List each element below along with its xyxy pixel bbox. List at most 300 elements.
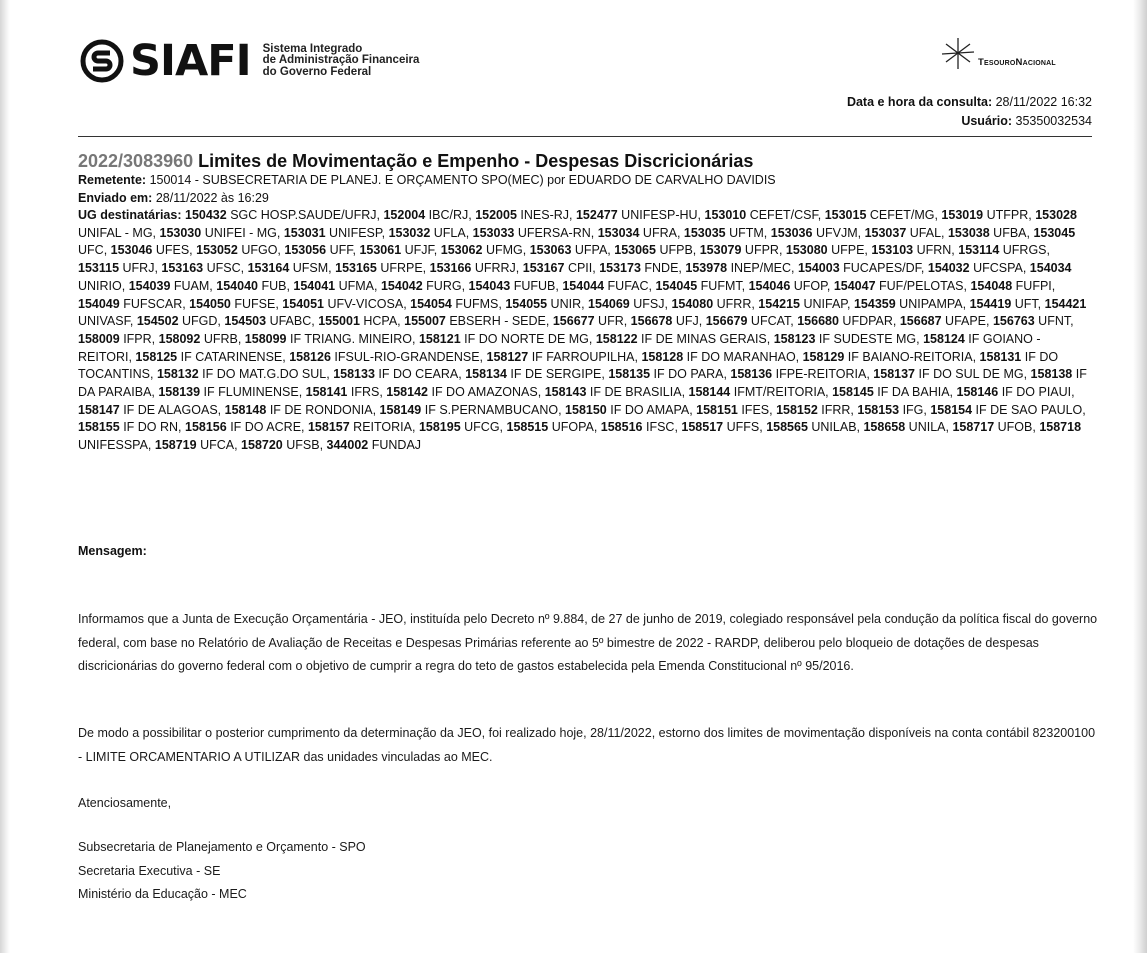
- ug-item: [562, 279, 655, 293]
- ug-list: [78, 208, 1087, 452]
- ug-code: 153167: [522, 261, 565, 276]
- ug-code: 158142: [386, 385, 428, 400]
- ug-name: UNIRIO,: [78, 278, 129, 293]
- ug-item: [419, 332, 596, 346]
- ug-code: 158136: [730, 367, 773, 382]
- ug-name: IF DE MINAS GERAIS,: [637, 331, 774, 346]
- ug-name: FUFSE,: [230, 296, 283, 311]
- ug-item: [161, 261, 247, 275]
- ug-name: UFTM,: [725, 225, 771, 240]
- ug-item: [706, 314, 798, 328]
- ug-name: UFPA,: [571, 243, 615, 258]
- ug-code: 158141: [305, 385, 348, 400]
- ug-name: IF DO SUL DE MG,: [915, 367, 1031, 382]
- ug-name: IF DE BRASILIA,: [586, 385, 689, 400]
- ug-code: 158124: [923, 331, 965, 346]
- ug-item: [685, 261, 798, 275]
- ug-code: 153037: [864, 225, 907, 240]
- ug-item: [284, 226, 389, 240]
- ug-item: [224, 314, 318, 328]
- ug-code: 153052: [196, 243, 238, 258]
- ug-code: 154003: [797, 261, 840, 276]
- ug-code: 154040: [216, 278, 258, 293]
- ug-item: [404, 314, 553, 328]
- ug-code: 158009: [78, 331, 120, 346]
- ug-name: FUF/PELOTAS,: [875, 278, 971, 293]
- ug-code: 158149: [379, 402, 422, 417]
- ug-code: 154042: [380, 278, 423, 293]
- ug-name: UFFS,: [723, 420, 767, 435]
- ug-name: IF DO TOCANTINS,: [78, 349, 1059, 382]
- ug-name: UFBA,: [989, 225, 1034, 240]
- ug-name: FUCAPES/DF,: [839, 261, 928, 276]
- ug-item: [523, 261, 599, 275]
- ug-item: [248, 261, 336, 275]
- ug-code: 153115: [78, 261, 120, 276]
- ug-code: 155001: [318, 314, 360, 329]
- signature-line: Secretaria Executiva - SE: [78, 863, 221, 878]
- ug-item: [196, 243, 284, 257]
- ug-name: FUFUB,: [510, 278, 563, 293]
- ug-code: 158145: [832, 385, 874, 400]
- ug-name: UNIPAMPA,: [895, 296, 970, 311]
- ug-name: IF DO PARA,: [650, 367, 731, 382]
- ug-item: [766, 420, 863, 434]
- ug-item: [225, 403, 380, 417]
- ug-name: UFCAT,: [747, 314, 798, 329]
- ug-name: UFRGS,: [999, 243, 1050, 258]
- tesouro-text: TesouroNacional: [978, 57, 1056, 68]
- ug-name: UFERSA-RN,: [514, 225, 598, 240]
- ug-code: 154421: [1044, 296, 1087, 311]
- ug-code: 153061: [359, 243, 402, 258]
- usuario-value: 35350032534: [1015, 114, 1092, 128]
- ug-name: UFT,: [1011, 296, 1045, 311]
- ug-item: [245, 332, 419, 346]
- ug-item: [863, 420, 952, 434]
- ug-name: CEFET/MG,: [866, 208, 942, 222]
- ug-code: 158138: [1030, 367, 1073, 382]
- ug-code: 153978: [685, 261, 728, 276]
- ug-name: UFRA,: [639, 225, 684, 240]
- ug-name: IF DE SERGIPE,: [506, 367, 609, 382]
- ug-name: INES-RJ,: [516, 208, 576, 222]
- ug-name: UFPB,: [655, 243, 700, 258]
- ug-name: UNIR,: [547, 296, 589, 311]
- ug-code: 154069: [588, 296, 630, 311]
- ug-name: FURG,: [422, 278, 469, 293]
- ug-item: [475, 208, 576, 222]
- ug-name: UNIFESSPA,: [78, 438, 155, 453]
- ug-name: UFV-VICOSA,: [324, 296, 411, 311]
- ug-code: 152477: [575, 208, 618, 222]
- ug-name: IF DE SAO PAULO,: [972, 402, 1086, 417]
- ug-item: [689, 385, 833, 399]
- remetente-line: Remetente: 150014 - SUBSECRETARIA DE PLANEJ. E ORÇAMENTO SPO(MEC) por EDUARDO DE CARVALHO DAVIDIS: [78, 173, 776, 187]
- ug-code: 154502: [136, 314, 179, 329]
- ug-item: [565, 403, 696, 417]
- ug-code: 153079: [699, 243, 742, 258]
- ug-item: [993, 314, 1074, 328]
- ug-name: IBC/RJ,: [425, 208, 476, 222]
- ug-item: [631, 314, 706, 328]
- ug-name: FNDE,: [640, 261, 686, 276]
- ug-item: [671, 297, 758, 311]
- ug-name: UFNT,: [1034, 314, 1074, 329]
- ug-name: UFSM,: [289, 261, 336, 276]
- ug-item: [900, 314, 993, 328]
- ug-item: [333, 367, 465, 381]
- ug-item: [608, 367, 730, 381]
- ug-name: IF FARROUPILHA,: [528, 349, 642, 364]
- ug-name: UFCA,: [196, 438, 242, 453]
- ug-item: [327, 438, 422, 452]
- ug-name: UFCSPA,: [969, 261, 1030, 276]
- ug-name: FUFSCAR,: [119, 296, 190, 311]
- ug-code: 158148: [224, 402, 267, 417]
- ug-name: CPII,: [564, 261, 600, 276]
- ug-code: 158143: [544, 385, 587, 400]
- ug-code: 158717: [952, 420, 995, 435]
- ug-code: 158126: [289, 349, 331, 364]
- message-paragraph-1: Informamos que a Junta de Execução Orçamentária - JEO, instituída pelo Decreto nº 9.884, de 27 de junho de 2019, colegiado responsável pela condução da política fiscal do governo federal, com base no Relatório de Avaliação de Receitas e Despesas Primárias referente ao 5º bimestre de 2022 - RARDP, deliberou pelo bloqueio de dotações de despesas discricionárias do governo federal com o objetivo de cumprir a regra do teto de gastos estabelecida pela Emenda Constitucional nº 95/2016.: [78, 612, 1098, 673]
- ug-item: [930, 403, 1085, 417]
- siafi-subtitle: Sistema Integrado de Administração Financeira do Governo Federal: [262, 42, 420, 78]
- ug-code: 158125: [135, 349, 178, 364]
- ug-item: [696, 403, 776, 417]
- ug-item: [771, 226, 865, 240]
- ug-code: 153038: [947, 225, 990, 240]
- consulta-value: 28/11/2022 16:32: [995, 95, 1092, 109]
- ug-code: 153166: [429, 261, 472, 276]
- signature-line: Ministério da Educação - MEC: [78, 887, 247, 901]
- ug-name: IF DA PARAIBA,: [78, 367, 1087, 400]
- ug-code: 158147: [78, 402, 120, 417]
- ug-name: UFOP,: [790, 278, 834, 293]
- ug-code: 153036: [770, 225, 813, 240]
- ug-name: IF DE ALAGOAS,: [119, 402, 225, 417]
- ug-code: 154044: [562, 278, 605, 293]
- ug-item: [282, 297, 410, 311]
- ug-item: [834, 279, 971, 293]
- signature-block: [78, 836, 366, 907]
- ug-item: [798, 261, 928, 275]
- ug-code: 153063: [529, 243, 572, 258]
- ug-code: 158132: [156, 367, 199, 382]
- ug-name: UFVJM,: [812, 225, 865, 240]
- ug-name: UTFPR,: [983, 208, 1036, 222]
- ug-item: [383, 208, 475, 222]
- ug-code: 153035: [683, 225, 726, 240]
- ug-code: 158719: [154, 438, 197, 453]
- message-closing: Atenciosamente,: [78, 796, 172, 810]
- ug-item: [545, 385, 689, 399]
- ug-name: UFOB,: [994, 420, 1040, 435]
- ug-item: [749, 279, 834, 293]
- ug-item: [216, 279, 293, 293]
- ug-code: 158658: [863, 420, 906, 435]
- ug-code: 158517: [681, 420, 724, 435]
- ug-name: IFMT/REITORIA,: [730, 385, 833, 400]
- ug-item: [78, 332, 159, 346]
- ug-item: [284, 243, 359, 257]
- ug-item: [465, 367, 608, 381]
- document-title: [78, 150, 1098, 172]
- ug-item: [129, 279, 217, 293]
- ug-name: UFAPE,: [941, 314, 993, 329]
- ug-name: HCPA,: [359, 314, 405, 329]
- ug-name: FUFMT,: [697, 278, 749, 293]
- ug-name: UFGD,: [178, 314, 225, 329]
- ug-code: 154047: [833, 278, 876, 293]
- ug-code: 158157: [307, 420, 350, 435]
- ug-code: 153019: [941, 208, 984, 222]
- ug-name: UFGO,: [237, 243, 285, 258]
- ug-item: [189, 297, 282, 311]
- remetente-value: 150014 - SUBSECRETARIA DE PLANEJ. E ORÇAMENTO SPO(MEC) por EDUARDO DE CARVALHO DAVIDIS: [149, 173, 776, 187]
- ug-code: 152005: [475, 208, 517, 222]
- ug-item: [865, 226, 948, 240]
- ug-name: UFR,: [594, 314, 631, 329]
- ug-code: 153030: [159, 225, 202, 240]
- ug-name: IFRR,: [817, 402, 858, 417]
- ug-code: 153173: [599, 261, 641, 276]
- ug-name: IFSC,: [642, 420, 682, 435]
- ug-code: 154049: [78, 296, 120, 311]
- ug-item: [473, 226, 598, 240]
- ug-item: [655, 279, 748, 293]
- enviado-line: Enviado em: 28/11/2022 às 16:29: [78, 190, 269, 205]
- ug-item: [797, 314, 900, 328]
- ug-code: 153164: [247, 261, 290, 276]
- ug-name: UFRRJ,: [471, 261, 523, 276]
- ug-name: UFABC,: [266, 314, 319, 329]
- ug-code: 154419: [969, 296, 1012, 311]
- ug-name: FUB,: [257, 278, 294, 293]
- ug-name: UFMG,: [482, 243, 530, 258]
- ug-code: 158129: [802, 349, 845, 364]
- ug-name: IFSUL-RIO-GRANDENSE,: [330, 349, 487, 364]
- ug-code: 158155: [78, 420, 120, 435]
- ug-item: [185, 208, 383, 222]
- ug-code: 153056: [284, 243, 327, 258]
- ug-item: [928, 261, 1030, 275]
- ug-name: INEP/MEC,: [727, 261, 798, 276]
- ug-item: [948, 226, 1033, 240]
- ug-name: IF DA BAHIA,: [873, 385, 957, 400]
- ug-code: 158135: [608, 367, 651, 382]
- ug-item: [359, 243, 440, 257]
- ug-item: [293, 279, 381, 293]
- ug-code: 158122: [595, 331, 638, 346]
- ug-item: [598, 226, 684, 240]
- ug-name: UFPE,: [827, 243, 872, 258]
- ug-item: [78, 261, 161, 275]
- ug-code: 153046: [110, 243, 153, 258]
- ug-item: [599, 261, 685, 275]
- ug-name: UFRB,: [200, 331, 245, 346]
- ug-code: 344002: [326, 438, 369, 453]
- ug-name: IF DO MARANHAO,: [683, 349, 803, 364]
- ug-name: UNIFEI - MG,: [201, 225, 284, 240]
- enviado-value: 28/11/2022 às 16:29: [155, 190, 269, 205]
- ug-code: 158131: [979, 349, 1022, 364]
- ug-name: IF DE RONDONIA,: [266, 402, 380, 417]
- ug-item: [957, 385, 1075, 399]
- ug-item: [135, 350, 289, 364]
- ug-item: [308, 420, 419, 434]
- ug-code: 154050: [189, 296, 231, 311]
- ug-code: 158146: [956, 385, 999, 400]
- ug-name: IF DO AMAZONAS,: [428, 385, 545, 400]
- ug-item: [705, 208, 825, 222]
- ug-name: UFSC,: [203, 261, 248, 276]
- ug-code: 153034: [597, 225, 640, 240]
- ug-code: 154054: [410, 296, 452, 311]
- ug-name: UFJ,: [672, 314, 706, 329]
- ug-code: 152004: [383, 208, 426, 222]
- ug-item: [596, 332, 774, 346]
- ug-name: IF GOIANO - REITORI,: [78, 331, 1041, 364]
- ug-name: IF DO CEARA,: [374, 367, 466, 382]
- ug-code: 154034: [1029, 261, 1072, 276]
- ug-name: UNIFAL - MG,: [78, 225, 160, 240]
- ug-item: [318, 314, 404, 328]
- ug-item: [684, 226, 771, 240]
- usuario-label: Usuário:: [961, 114, 1013, 128]
- ug-code: 153031: [283, 225, 326, 240]
- ug-item: [786, 243, 871, 257]
- ug-item: [854, 297, 970, 311]
- ug-name: UNIVASF,: [78, 314, 137, 329]
- ug-code: 158123: [773, 331, 816, 346]
- ug-name: REITORIA,: [349, 420, 419, 435]
- ug-item: [758, 297, 854, 311]
- ug-name: FUFMS,: [451, 296, 506, 311]
- ug-name: IF DO ACRE,: [226, 420, 308, 435]
- ug-code: 154041: [293, 278, 336, 293]
- ug-name: IFPR,: [119, 331, 159, 346]
- ug-name: IFRS,: [347, 385, 387, 400]
- ug-code: 153062: [440, 243, 483, 258]
- ug-code: 158154: [930, 402, 973, 417]
- ug-code: 150432: [185, 208, 227, 222]
- ug-name: UFC,: [78, 243, 111, 258]
- ug-name: IF FLUMINENSE,: [200, 385, 306, 400]
- ug-code: 156763: [992, 314, 1035, 329]
- ug-name: CEFET/CSF,: [746, 208, 825, 222]
- ug-code: 158099: [244, 331, 287, 346]
- ug-item: [335, 261, 430, 275]
- ug-code: 156677: [552, 314, 595, 329]
- ug-name: UFSB,: [282, 438, 327, 453]
- ug-code: 158137: [873, 367, 916, 382]
- ug-name: UFDPAR,: [838, 314, 900, 329]
- ug-code: 156680: [797, 314, 839, 329]
- header-divider: [78, 136, 1092, 137]
- ug-name: IF DO AMAPA,: [606, 402, 697, 417]
- ug-item: [78, 420, 185, 434]
- ug-code: 153015: [824, 208, 867, 222]
- ug-name: FUFPI,: [1012, 278, 1056, 293]
- ug-name: EBSERH - SEDE,: [445, 314, 553, 329]
- ug-name: UFJF,: [401, 243, 441, 258]
- ug-name: IF CATARINENSE,: [177, 349, 290, 364]
- message-paragraph-2: De modo a possibilitar o posterior cumprimento da determinação da JEO, foi realizado hoje, 28/11/2022, estorno dos limites de movimentação disponíveis na conta contábil 823200100 - LIMITE ORCAMENTARIO A UTILIZAR das unidades vinculadas ao MEC.: [78, 726, 1096, 764]
- document-header: [78, 150, 1098, 455]
- ug-item: [158, 385, 305, 399]
- ug-name: UFRR,: [713, 296, 759, 311]
- ug-name: UFRN,: [913, 243, 959, 258]
- ug-item: [614, 243, 699, 257]
- ug-code: 153045: [1033, 225, 1076, 240]
- ug-item: [776, 403, 857, 417]
- siafi-emblem-icon: [80, 39, 124, 83]
- ug-item: [871, 243, 958, 257]
- consulta-info: [847, 93, 1092, 131]
- ug-name: IFG,: [899, 402, 931, 417]
- document-number: 2022/3083960: [78, 151, 194, 171]
- ug-item: [700, 243, 786, 257]
- ug-code: 158153: [857, 402, 900, 417]
- ug-item: [441, 243, 530, 257]
- ug-name: UFF,: [326, 243, 360, 258]
- ug-name: SGC HOSP.SAUDE/UFRJ,: [226, 208, 384, 222]
- ug-code: 158156: [185, 420, 227, 435]
- page-edge-left: [0, 0, 10, 953]
- ug-code: 156679: [705, 314, 748, 329]
- ug-code: 158565: [766, 420, 808, 435]
- tesouro-star-icon: [940, 36, 976, 70]
- ug-name: UFRJ,: [119, 261, 162, 276]
- ug-name: IF SUDESTE MG,: [815, 331, 924, 346]
- ug-code: 158151: [696, 402, 738, 417]
- ug-code: 154046: [748, 278, 791, 293]
- ug-item: [601, 420, 682, 434]
- ug-item: [410, 297, 505, 311]
- ug-item: [111, 243, 196, 257]
- ug-item: [873, 367, 1030, 381]
- ug-name: UFLA,: [430, 225, 473, 240]
- ug-code: 158515: [506, 420, 549, 435]
- ug-code: 153010: [704, 208, 747, 222]
- ug-name: IFPE-REITORIA,: [772, 367, 874, 382]
- ug-item: [289, 350, 486, 364]
- ug-name: UFES,: [152, 243, 197, 258]
- ug-name: UFRPE,: [376, 261, 430, 276]
- ug-label: UG destinatárias:: [78, 208, 182, 222]
- ug-item: [952, 420, 1039, 434]
- ug-name: IF BAIANO-REITORIA,: [844, 349, 980, 364]
- ug-name: IF S.PERNAMBUCANO,: [421, 402, 566, 417]
- ug-code: 158150: [565, 402, 607, 417]
- ug-item: [641, 350, 802, 364]
- ug-code: 154045: [655, 278, 698, 293]
- ug-name: IF TRIANG. MINEIRO,: [286, 331, 419, 346]
- ug-code: 154039: [128, 278, 171, 293]
- signature-line: Subsecretaria de Planejamento e Orçamento - SPO: [78, 840, 366, 854]
- ug-code: 154503: [224, 314, 267, 329]
- ug-code: 158144: [688, 385, 731, 400]
- ug-code: 158720: [241, 438, 283, 453]
- ug-code: 154043: [468, 278, 511, 293]
- ug-item: [487, 350, 642, 364]
- ug-destinatarias: [78, 207, 1094, 455]
- ug-item: [419, 420, 507, 434]
- ug-item: [137, 314, 225, 328]
- ug-item: [160, 226, 284, 240]
- ug-item: [832, 385, 956, 399]
